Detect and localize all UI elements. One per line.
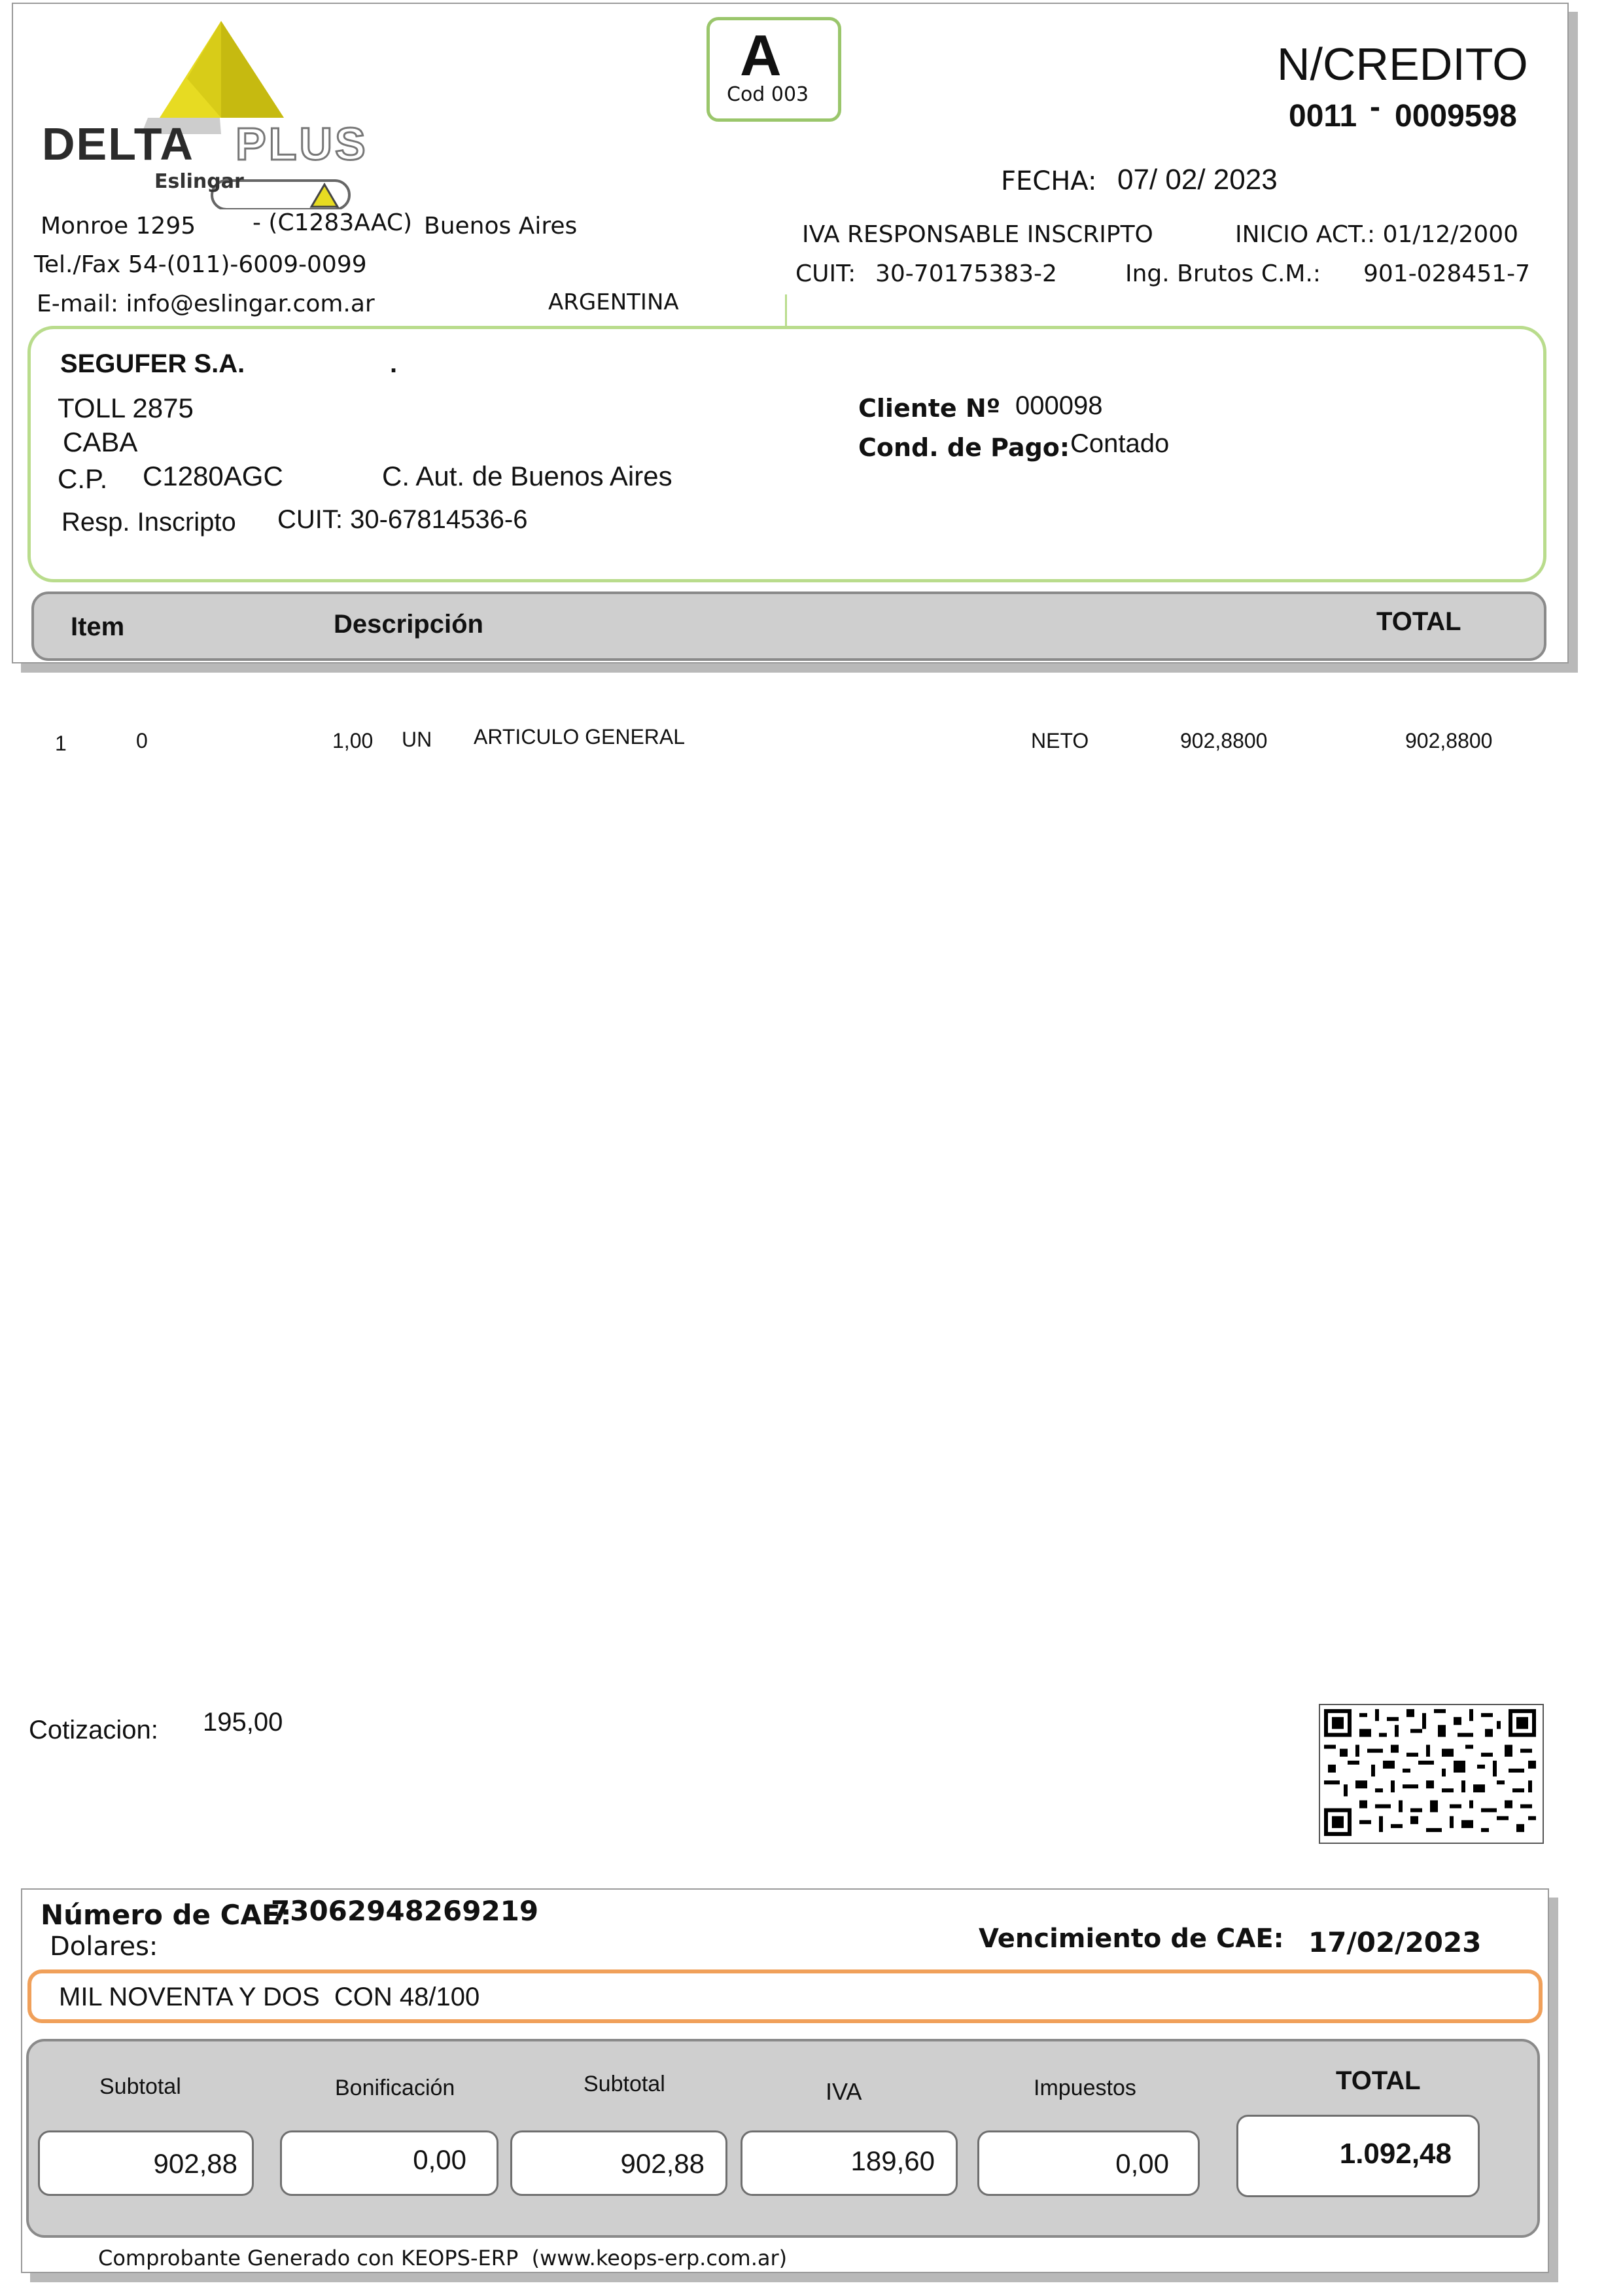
client-name: SEGUFER S.A. <box>60 349 245 378</box>
date-label: FECHA: <box>1001 166 1097 196</box>
subtotal-box <box>38 2130 254 2196</box>
payment-condition-label: Cond. de Pago: <box>858 433 1070 462</box>
document-date: 07/ 02/ 2023 <box>1117 164 1278 196</box>
logo-text-delta: DELTA <box>42 118 194 169</box>
document-code: Cod 003 <box>727 83 809 106</box>
subtotal-value: 902,88 <box>153 2148 237 2179</box>
company-email: E-mail: info@eslingar.com.ar <box>37 291 375 317</box>
company-country: ARGENTINA <box>548 289 679 315</box>
discount-label: Bonificación <box>335 2075 455 2100</box>
company-gross-income: 901-028451-7 <box>1363 260 1531 287</box>
cae-number: 73062948269219 <box>271 1895 539 1927</box>
exchange-rate-label: Cotizacion: <box>29 1716 158 1744</box>
row-price-type: NETO <box>1031 729 1089 752</box>
cae-expiry-date: 17/02/2023 <box>1308 1926 1482 1958</box>
header-divider <box>785 294 787 327</box>
grand-total-box <box>1236 2115 1480 2197</box>
amount-in-words-box <box>27 1969 1543 2023</box>
document-number: 0009598 <box>1395 99 1517 133</box>
subtotal2-label: Subtotal <box>584 2072 665 2096</box>
amount-in-words: MIL NOVENTA Y DOS CON 48/100 <box>59 1983 480 2011</box>
column-header-total: TOTAL <box>1376 607 1461 636</box>
subtotal2-value: 902,88 <box>620 2148 705 2179</box>
company-cuit: 30-70175383-2 <box>875 260 1057 287</box>
company-cuit-label: CUIT: <box>795 260 856 287</box>
discount-box <box>280 2130 498 2196</box>
client-cuit: CUIT: 30-67814536-6 <box>277 505 528 534</box>
document-letter-box <box>707 17 841 122</box>
row-unit: UN <box>402 728 432 751</box>
client-province: C. Aut. de Buenos Aires <box>382 461 672 491</box>
logo-sub-brand: Eslingar <box>154 170 244 193</box>
exchange-rate-value: 195,00 <box>203 1708 283 1737</box>
row-item-number: 1 <box>55 732 67 755</box>
iva-value: 189,60 <box>850 2146 935 2176</box>
company-start-activity: INICIO ACT.: 01/12/2000 <box>1235 221 1519 248</box>
payment-condition: Contado <box>1070 429 1170 458</box>
items-table-header <box>31 592 1546 661</box>
document-letter: A <box>740 23 782 88</box>
cae-number-label: Número de CAE: <box>41 1899 292 1931</box>
client-number-label: Cliente Nº <box>858 394 1001 423</box>
client-number: 000098 <box>1015 391 1103 420</box>
client-tax-status: Resp. Inscripto <box>61 508 236 537</box>
grand-total-value: 1.092,48 <box>1339 2138 1452 2170</box>
qr-code-pattern <box>1320 1705 1540 1840</box>
column-header-item: Item <box>71 612 125 641</box>
company-phone: Tel./Fax 54-(011)-6009-0099 <box>34 251 367 278</box>
column-header-description: Descripción <box>334 610 483 639</box>
client-city: CABA <box>63 427 138 457</box>
row-total: 902,8800 <box>1405 729 1493 752</box>
taxes-value: 0,00 <box>1115 2148 1169 2179</box>
client-name-dot: . <box>390 349 398 378</box>
generated-by-note: Comprobante Generado con KEOPS-ERP (www.keops-erp.com.ar) <box>98 2246 788 2270</box>
company-address: Monroe 1295 <box>41 213 196 239</box>
company-city: Buenos Aires <box>424 213 578 239</box>
row-quantity: 1,00 <box>332 729 374 752</box>
client-cp: C1280AGC <box>143 461 283 491</box>
company-gross-income-label: Ing. Brutos C.M.: <box>1125 260 1321 287</box>
iva-label: IVA <box>826 2078 862 2105</box>
subtotal-label: Subtotal <box>99 2074 181 2099</box>
company-tax-status: IVA RESPONSABLE INSCRIPTO <box>802 221 1153 248</box>
document-number-separator: - <box>1370 90 1380 124</box>
taxes-label: Impuestos <box>1034 2075 1136 2100</box>
client-box <box>27 326 1546 582</box>
document-point-of-sale: 0011 <box>1289 99 1357 133</box>
client-cp-label: C.P. <box>58 463 108 494</box>
row-item-code: 0 <box>136 729 148 752</box>
row-description: ARTICULO GENERAL <box>474 725 686 749</box>
taxes-box <box>977 2130 1200 2196</box>
currency-label: Dolares: <box>50 1932 158 1962</box>
total-label: TOTAL <box>1336 2066 1421 2095</box>
cae-expiry-label: Vencimiento de CAE: <box>979 1924 1284 1954</box>
row-unit-price: 902,8800 <box>1180 729 1268 752</box>
qr-code <box>1319 1704 1544 1844</box>
iva-box <box>741 2130 958 2196</box>
subtotal2-box <box>510 2130 727 2196</box>
discount-value: 0,00 <box>413 2144 466 2175</box>
logo-text-plus: PLUS <box>236 118 368 169</box>
document-type: N/CREDITO <box>1277 39 1528 90</box>
company-postal-code: - (C1283AAC) <box>253 209 413 236</box>
client-street: TOLL 2875 <box>58 393 194 423</box>
